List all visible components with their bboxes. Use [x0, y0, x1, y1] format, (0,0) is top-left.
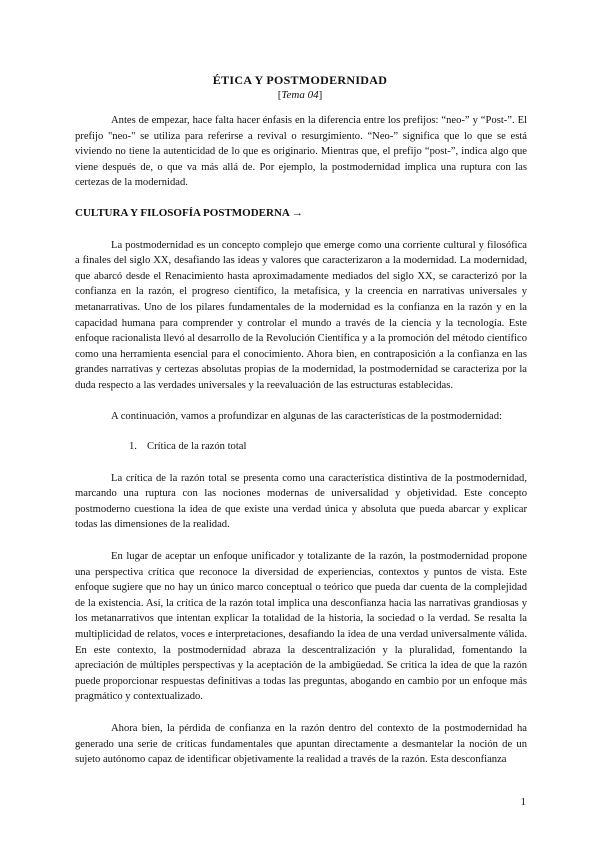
list-item-label: Crítica de la razón total	[147, 441, 247, 453]
section-heading: CULTURA Y FILOSOFÍA POSTMODERNA →	[75, 206, 303, 219]
body-paragraph: A continuación, vamos a profundizar en algunas de las características de la postmodernidad:	[111, 410, 502, 422]
body-paragraph: Ahora bien, la pérdida de confianza en la razón dentro del contexto de la postmodernidad ha generado una serie de críticas fundamentales que apuntan directamente a desmantelar la noción de un sujeto autónomo capaz de identificar objetivamente la realidad a través de la razón. Esta desconfianza	[75, 723, 527, 766]
document-subtitle	[0, 89, 600, 101]
document-title: ÉTICA Y POSTMODERNIDAD	[212, 73, 388, 87]
subtitle-bracket-close: ]	[318, 89, 323, 101]
page-number: 1	[520, 796, 526, 808]
subtitle-topic: Tema 04	[281, 89, 319, 101]
list-item	[75, 439, 527, 455]
subtitle-bracket-open: [	[277, 89, 282, 101]
body-paragraph: La postmodernidad es un concepto complejo que emerge como una corriente cultural y filosófica a finales del siglo XX, desafiando las ideas y valores que caracterizaron a la modernidad. La modernidad, que abarcó desde el Renacimiento hasta aproximadamente mediados del siglo XX, se caracterizó por la confianza en la razón, el progreso científico, la metafísica, y la creencia en narrativas universales y metanarrativas. Uno de los pilares fundamentales de la modernidad es la confianza en la razón y en la capacidad humana para comprender y controlar el mundo a través de la ciencia y la tecnología. Este enfoque racionalista llevó al desarrollo de la Revolución Científica y a la promoción del método científico como una herramienta esencial para el conocimiento. Ahora bien, en contraposición a la confianza en las grandes narrativas y certezas absolutas propias de la modernidad, la postmodernidad se caracteriza por la duda respecto a las verdades universales y la reevaluación de las estructuras establecidas.	[75, 239, 527, 391]
intro-paragraph: Antes de empezar, hace falta hacer énfasis en la diferencia entre los prefijos: “neo-” y “Post-”. El prefijo "neo-" se utiliza para referirse a revival o resurgimiento. “Neo-” significa que lo que se está viviendo no tiene la autenticidad de lo que es originario. Mientras que, el prefijo “post-”, indica algo que viene después de, o que va más allá de. Por ejemplo, la postmodernidad implica una ruptura con las certezas de la modernidad.	[75, 115, 527, 189]
body-paragraph: En lugar de aceptar un enfoque unificador y totalizante de la razón, la postmodernidad propone una perspectiva crítica que reconoce la diversidad de experiencias, contextos y puntos de vista. Este enfoque sugiere que no hay un único marco conceptual o teórico que pueda dar cuenta de la complejidad de la existencia. Así, la crítica de la razón total implica una desconfianza hacia las narrativas grandiosas y los metanarrativos que intentan explicar la totalidad de la historia, la sociedad o la verdad. Se resalta la multiplicidad de relatos, voces e interpretaciones, desafiando la idea de una verdad universalmente válida. En este contexto, la postmodernidad abraza la descentralización y la pluralidad, fomentando la apreciación de múltiples perspectivas y la aceptación de la ambigüedad. Se critica la idea de que la razón puede proporcionar respuestas definitivas a todas las preguntas, abogando en cambio por un enfoque más pragmático y contextualizado.	[75, 551, 527, 703]
list-item-number: 1.	[129, 441, 137, 453]
body-paragraph: La crítica de la razón total se presenta como una característica distintiva de la postmodernidad, marcando una ruptura con las nociones modernas de universalidad y objetividad. Este concepto postmoderno cuestiona la idea de que existe una verdad única y absoluta que pueda abarcar y explicar todas las dimensiones de la realidad.	[75, 472, 527, 531]
document-body	[75, 113, 527, 768]
